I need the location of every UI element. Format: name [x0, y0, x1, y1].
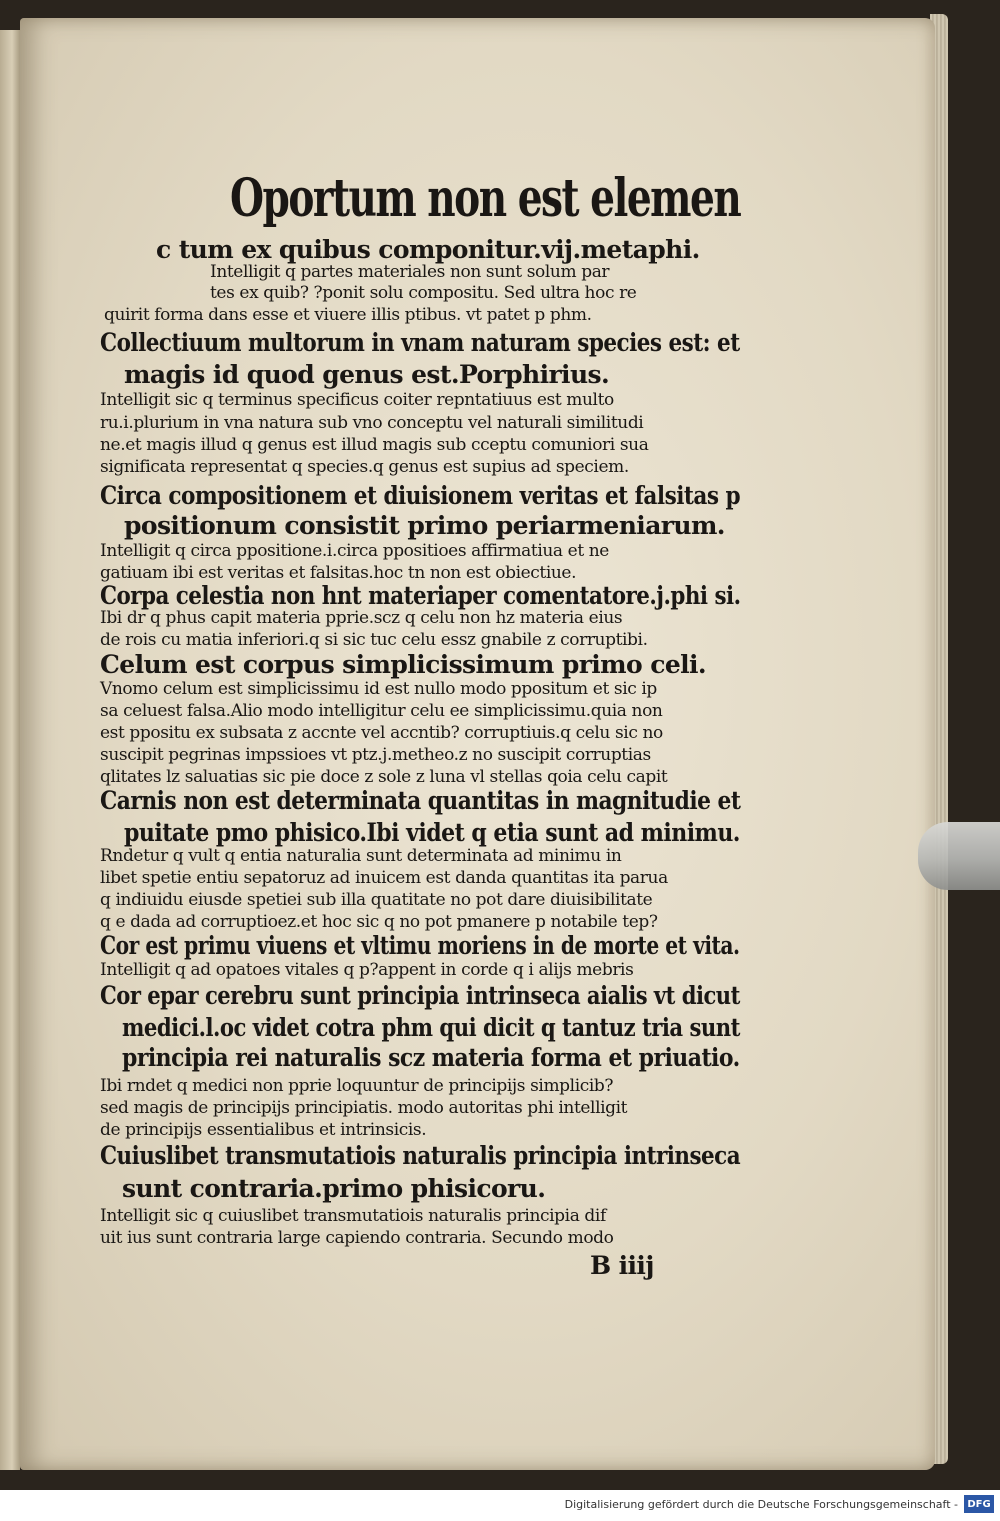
text-line: sed magis de principijs principiatis. modo autoritas phi intelligit	[100, 1098, 628, 1118]
text-line: quirit forma dans esse et viuere illis ptibus. vt patet p phm.	[104, 305, 592, 325]
text-line: Ibi dr q phus capit materia pprie.scz q celu non hz materia eius	[100, 608, 623, 628]
text-line: Collectiuum multorum in vnam naturam species est: et	[100, 328, 740, 357]
text-line: Celum est corpus simplicissimum primo celi.	[100, 650, 707, 679]
text-line: Intelligit q ad opatoes vitales q p?appent in corde q i alijs mebris	[100, 960, 634, 980]
text-line: principia rei naturalis scz materia forma et priuatio.	[122, 1043, 740, 1072]
text-line: libet spetie entiu sepatoruz ad inuicem est danda quantitas ita parua	[100, 868, 668, 888]
text-line: Rndetur q vult q entia naturalia sunt determinata ad minimu in	[100, 846, 622, 866]
text-line: Intelligit sic q cuiuslibet transmutatiois naturalis principia dif	[100, 1206, 606, 1226]
text-line: magis id quod genus est.Porphirius.	[124, 360, 610, 389]
text-line: de principijs essentialibus et intrinsicis.	[100, 1120, 427, 1140]
text-line: q indiuidu eiusde spetiei sub illa quatitate no pot dare diuisibilitate	[100, 890, 653, 910]
text-line: Cor est primu viuens et vltimu moriens in de morte et vita.	[100, 931, 740, 960]
text-line: Ibi rndet q medici non pprie loquuntur de principijs simplicib?	[100, 1076, 614, 1096]
text-line: Intelligit q partes materiales non sunt solum par	[210, 262, 610, 282]
dfg-logo-icon: DFG	[964, 1495, 994, 1513]
text-line: ne.et magis illud q genus est illud magis sub cceptu comuniori sua	[100, 435, 649, 455]
footer-bar	[0, 1490, 1000, 1521]
text-line: Intelligit sic q terminus specificus coiter repntatiuus est multo	[100, 390, 614, 410]
line-title: Oportum non est elemen	[230, 168, 741, 229]
text-line: medici.l.oc videt cotra phm qui dicit q tantuz tria sunt	[122, 1013, 740, 1042]
text-line: tes ex quib? ?ponit solu compositu. Sed ultra hoc re	[210, 283, 637, 303]
left-page-edge	[0, 30, 20, 1470]
page-clip	[918, 822, 1000, 890]
text-line: Corpa celestia non hnt materiaper comentatore.j.phi si.	[100, 581, 741, 610]
text-line: qlitates lz saluatias sic pie doce z sole z luna vl stellas qoia celu capit	[100, 767, 668, 787]
text-line: q e dada ad corruptioez.et hoc sic q no pot pmanere p notabile tep?	[100, 912, 658, 932]
text-line: suscipit pegrinas impssioes vt ptz.j.metheo.z no suscipit corruptias	[100, 745, 651, 765]
text-line: uit ius sunt contraria large capiendo contraria. Secundo modo	[100, 1228, 614, 1248]
text-line: Circa compositionem et diuisionem veritas et falsitas p	[100, 481, 741, 510]
text-line: de rois cu matia inferiori.q si sic tuc celu essz gnabile z corruptibi.	[100, 630, 648, 650]
text-line: Carnis non est determinata quantitas in magnitudie et	[100, 786, 741, 815]
text-line: est ppositu ex subsata z accnte vel accntib? corruptiuis.q celu sic no	[100, 723, 663, 743]
text-line: Intelligit q circa ppositione.i.circa ppositioes affirmatiua et ne	[100, 541, 609, 561]
text-line: Cuiuslibet transmutatiois naturalis principia intrinseca	[100, 1141, 741, 1170]
text-line: Vnomo celum est simplicissimu id est nullo modo ppositum et sic ip	[100, 679, 657, 699]
text-line: positionum consistit primo periarmeniarum.	[124, 511, 725, 540]
text-line: Cor epar cerebru sunt principia intrinseca aialis vt dicut	[100, 981, 740, 1010]
text-line: gatiuam ibi est veritas et falsitas.hoc tn non est obiectiue.	[100, 563, 577, 583]
text-line: puitate pmo phisico.Ibi videt q etia sunt ad minimu.	[124, 818, 740, 847]
text-line: c tum ex quibus componitur.vij.metaphi.	[156, 235, 700, 264]
text-line: significata representat q species.q genus est supius ad speciem.	[100, 457, 629, 477]
footer-credit: Digitalisierung gefördert durch die Deutsche Forschungsgemeinschaft -	[564, 1498, 958, 1511]
text-line: sunt contraria.primo phisicoru.	[122, 1174, 546, 1203]
signature-mark: B iiij	[590, 1251, 654, 1280]
text-line: ru.i.plurium in vna natura sub vno conceptu vel naturali similitudi	[100, 413, 644, 433]
text-line: sa celuest falsa.Alio modo intelligitur celu ee simplicissimu.quia non	[100, 701, 663, 721]
